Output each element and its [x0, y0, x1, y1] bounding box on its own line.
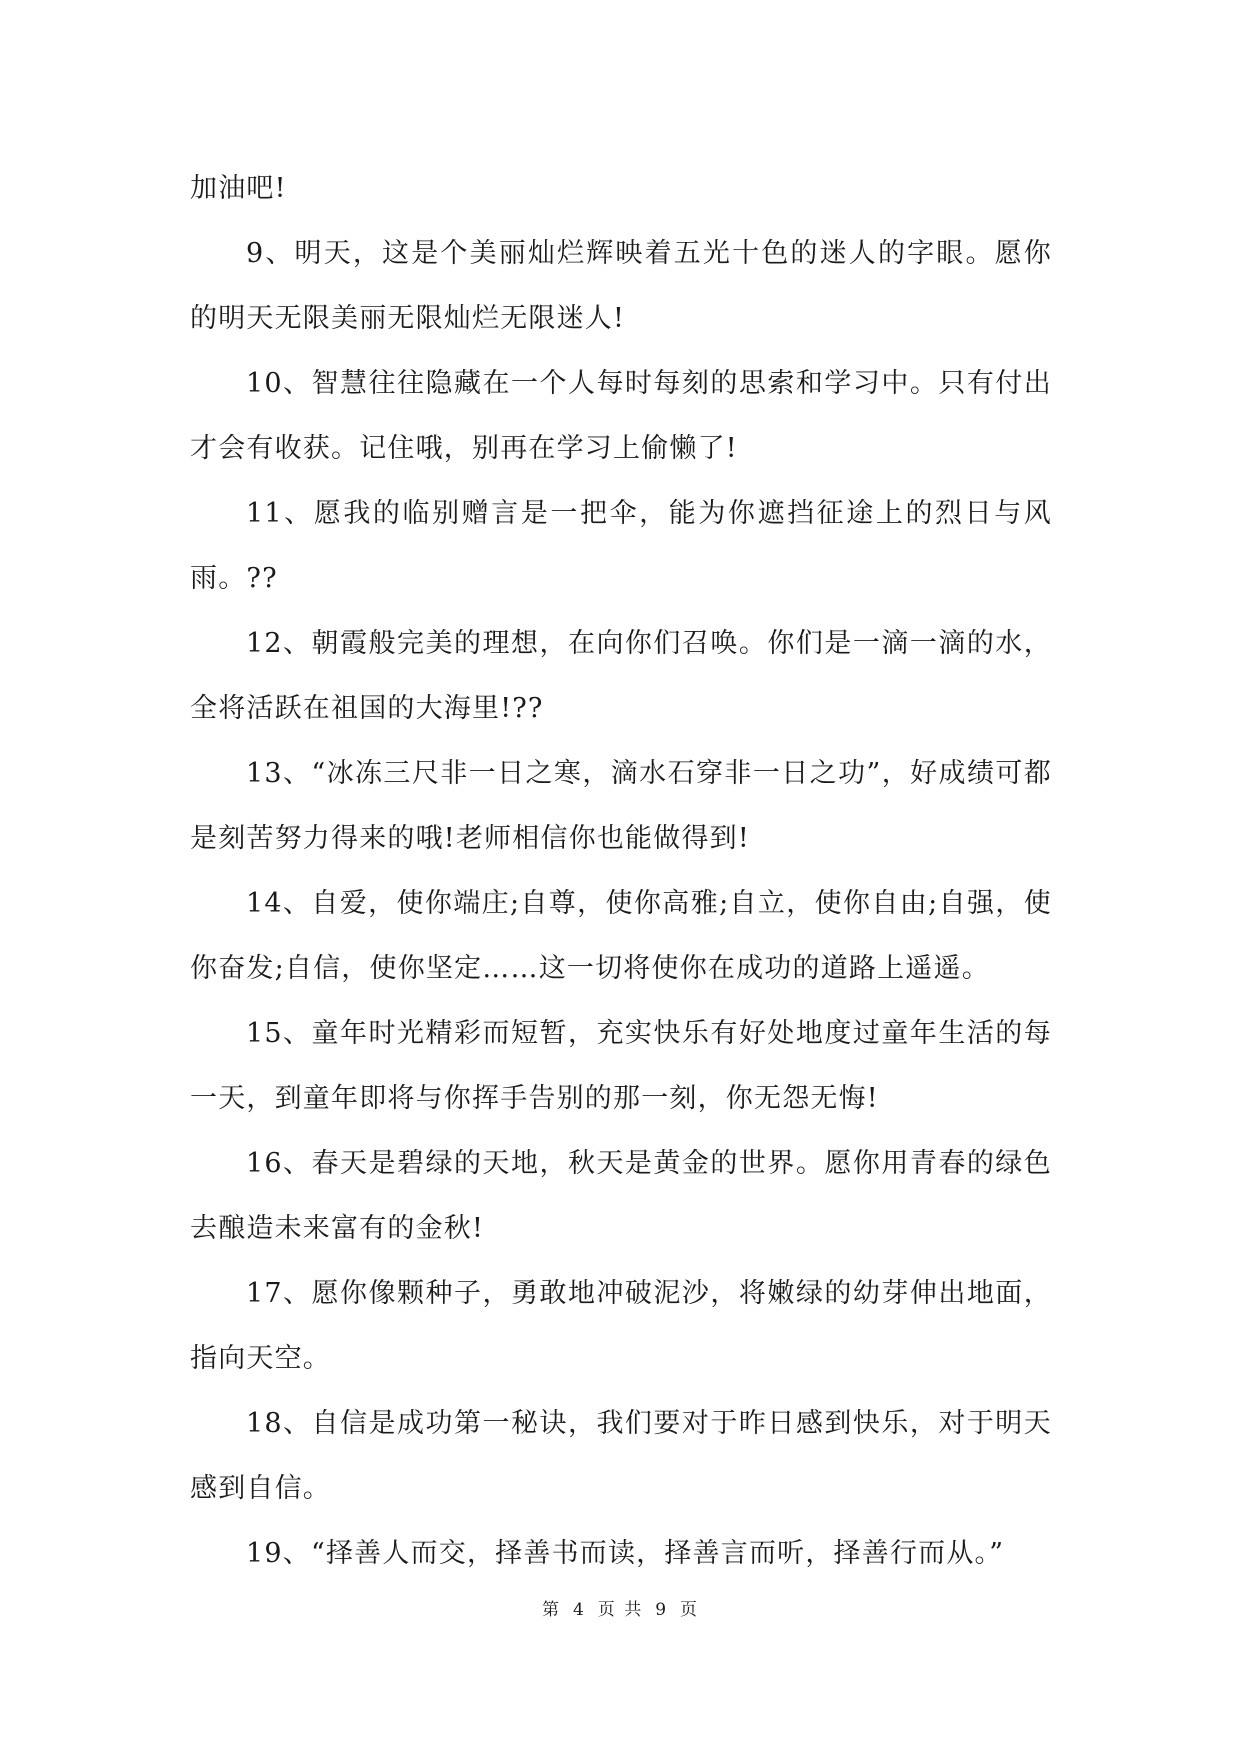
paragraph-12: 12、朝霞般完美的理想，在向你们召唤。你们是一滴一滴的水，全将活跃在祖国的大海里!?? — [190, 628, 1052, 724]
paragraph-9: 9、明天，这是个美丽灿烂辉映着五光十色的迷人的字眼。愿你的明天无限美丽无限灿烂无限迷人! — [190, 238, 1052, 334]
document-body — [190, 156, 1052, 1586]
paragraph-15: 15、童年时光精彩而短暂，充实快乐有好处地度过童年生活的每一天，到童年即将与你挥手告别的那一刻，你无怨无悔! — [190, 1018, 1052, 1114]
paragraph-16: 16、春天是碧绿的天地，秋天是黄金的世界。愿你用青春的绿色去酿造未来富有的金秋! — [190, 1148, 1052, 1244]
paragraph-14: 14、自爱，使你端庄;自尊，使你高雅;自立，使你自由;自强，使你奋发;自信，使你坚定……这一切将使你在成功的道路上遥遥。 — [190, 888, 1052, 984]
footer-label-middle: 页 共 — [597, 1600, 644, 1620]
footer-label-after: 页 — [680, 1600, 700, 1620]
footer-total-pages: 9 — [655, 1600, 669, 1620]
footer-current-page: 4 — [572, 1600, 586, 1620]
paragraph-19: 19、“择善人而交，择善书而读，择善言而听，择善行而从。” — [246, 1538, 1005, 1569]
paragraph-0: 加油吧! — [190, 173, 287, 204]
footer-label-before: 第 — [541, 1600, 561, 1620]
paragraph-13: 13、“冰冻三尺非一日之寒，滴水石穿非一日之功”，好成绩可都是刻苦努力得来的哦!老师相信你也能做得到! — [190, 758, 1052, 854]
page-footer — [0, 1598, 1241, 1622]
paragraph-18: 18、自信是成功第一秘诀，我们要对于昨日感到快乐，对于明天感到自信。 — [190, 1408, 1052, 1504]
paragraph-11: 11、愿我的临别赠言是一把伞，能为你遮挡征途上的烈日与风雨。?? — [190, 498, 1052, 594]
paragraph-10: 10、智慧往往隐藏在一个人每时每刻的思索和学习中。只有付出才会有收获。记住哦，别再在学习上偷懒了! — [190, 368, 1052, 464]
paragraph-17: 17、愿你像颗种子，勇敢地冲破泥沙，将嫩绿的幼芽伸出地面，指向天空。 — [190, 1278, 1052, 1374]
